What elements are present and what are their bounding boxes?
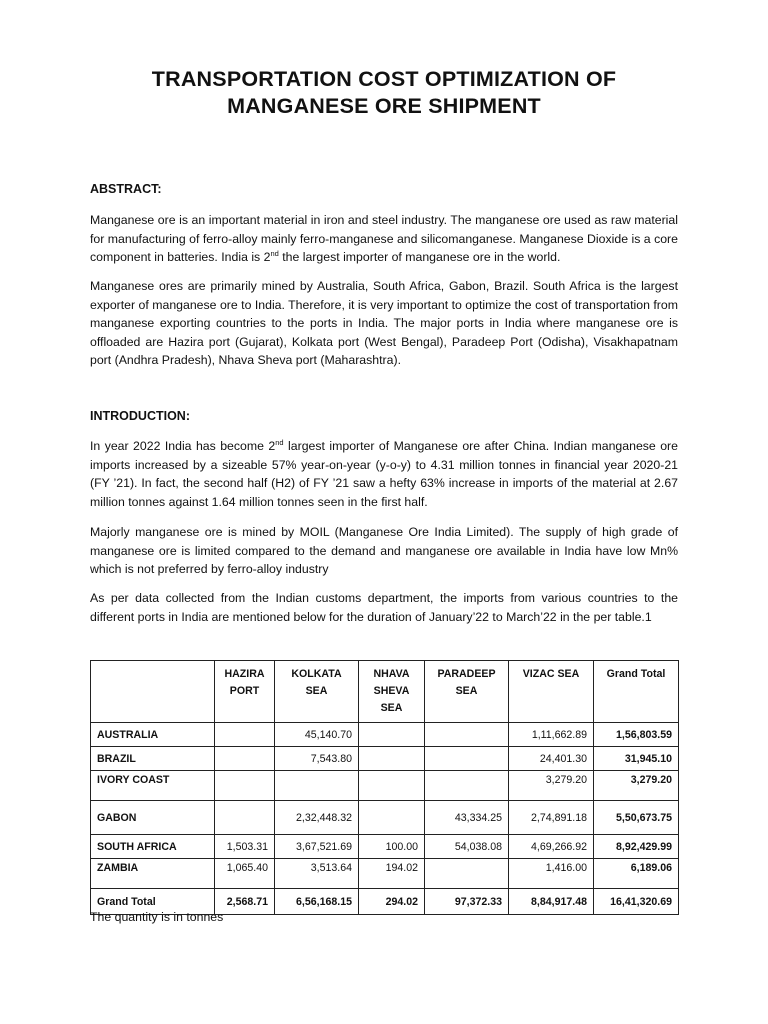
- table-row: [91, 723, 679, 747]
- cell-nhava: [359, 723, 425, 747]
- cell-kolkata: 45,140.70: [275, 723, 359, 747]
- cell-kolkata: 2,32,448.32: [275, 801, 359, 835]
- introduction-paragraph-1: [90, 437, 678, 511]
- title-line-1: TRANSPORTATION COST OPTIMIZATION OF: [151, 67, 617, 91]
- imports-table: [90, 660, 679, 915]
- cell-total: 6,189.06: [594, 859, 679, 889]
- introduction-heading: INTRODUCTION:: [90, 409, 190, 423]
- header-hazira-line-2: PORT: [229, 685, 260, 697]
- cell-paradeep: 97,372.33: [425, 889, 509, 915]
- document-title: [90, 66, 678, 120]
- header-country: [91, 661, 215, 723]
- cell-total: 16,41,320.69: [594, 889, 679, 915]
- cell-grand-total-label: Grand Total: [91, 889, 215, 915]
- cell-nhava: [359, 801, 425, 835]
- cell-kolkata: 7,543.80: [275, 747, 359, 771]
- cell-paradeep: 54,038.08: [425, 835, 509, 859]
- cell-nhava: [359, 771, 425, 801]
- cell-paradeep: [425, 747, 509, 771]
- abstract-p1-text-a: Manganese ore is an important material in iron and steel industry. The manganese ore used as raw material for manufacturing of ferro-alloy mainly ferro-manganese and silicomanganese. Manganese Dioxide is a core component in batteries. India is 2: [90, 213, 678, 265]
- header-kolkata: KOLKATA SEA: [275, 661, 359, 723]
- cell-vizac: 8,84,917.48: [509, 889, 594, 915]
- cell-vizac: 24,401.30: [509, 747, 594, 771]
- cell-hazira: 1,503.31: [215, 835, 275, 859]
- cell-hazira: 2,568.71: [215, 889, 275, 915]
- header-nhava-line-2: SHEVA: [373, 685, 410, 697]
- cell-hazira: [215, 801, 275, 835]
- cell-vizac: 3,279.20: [509, 771, 594, 801]
- table-row: [91, 801, 679, 835]
- cell-nhava: [359, 747, 425, 771]
- cell-kolkata: 3,67,521.69: [275, 835, 359, 859]
- table-header-row: [91, 661, 679, 723]
- cell-hazira: [215, 747, 275, 771]
- abstract-p1-superscript: nd: [270, 249, 279, 259]
- header-nhava-line-1: NHAVA: [373, 668, 410, 680]
- header-grand-total: Grand Total: [594, 661, 679, 723]
- cell-hazira: [215, 771, 275, 801]
- cell-total: 8,92,429.99: [594, 835, 679, 859]
- introduction-paragraph-2: Majorly manganese ore is mined by MOIL (Manganese Ore India Limited). The supply of high grade of manganese ore is limited compared to the demand and manganese ore available in India have low Mn% which is not preferred by ferro-alloy industry: [90, 525, 678, 577]
- abstract-paragraph-2: Manganese ores are primarily mined by Australia, South Africa, Gabon, Brazil. South Africa is the largest exporter of manganese ore to India. Therefore, it is very important to optimize the cost of transportation from manganese exporting countries to the ports in India. The major ports in India where manganese ore is offloaded are Hazira port (Gujarat), Kolkata port (West Bengal), Paradeep Port (Odisha), Visakhapatnam port (Andhra Pradesh), Nhava Sheva port (Maharashtra).: [90, 279, 678, 368]
- cell-nhava: 100.00: [359, 835, 425, 859]
- table-row: [91, 835, 679, 859]
- cell-vizac: 2,74,891.18: [509, 801, 594, 835]
- cell-kolkata: [275, 771, 359, 801]
- cell-total: 3,279.20: [594, 771, 679, 801]
- header-nhava-sheva: [359, 661, 425, 723]
- cell-country: AUSTRALIA: [91, 723, 215, 747]
- cell-hazira: [215, 723, 275, 747]
- intro-p1-text-a: In year 2022 India has become 2: [90, 439, 276, 453]
- header-paradeep: [425, 661, 509, 723]
- header-hazira: [215, 661, 275, 723]
- abstract-p1-text-b: the largest importer of manganese ore in the world.: [278, 250, 561, 265]
- cell-country: IVORY COAST: [91, 771, 215, 801]
- cell-total: 5,50,673.75: [594, 801, 679, 835]
- cell-vizac: 4,69,266.92: [509, 835, 594, 859]
- table-row: [91, 859, 679, 889]
- intro-p1-superscript: nd: [275, 437, 284, 447]
- cell-country: ZAMBIA: [91, 859, 215, 889]
- intro-p1-text-b: largest importer of Manganese ore after China. Indian manganese ore imports increased by a sizeable 57% year-on-year (y-o-y) to 4.31 million tonnes in financial year 2020-21 (FY ’21). In fact, the second half (H2) of FY ’21 saw a hefty 63% increase in imports of the material at 2.67 million tonnes against 1.64 million tonnes seen in the first half.: [90, 439, 678, 509]
- header-paradeep-line-2: SEA: [455, 685, 478, 697]
- abstract-paragraph-1: [90, 211, 678, 267]
- abstract-heading: ABSTRACT:: [90, 182, 162, 196]
- cell-nhava: 194.02: [359, 859, 425, 889]
- cell-total: 31,945.10: [594, 747, 679, 771]
- cell-paradeep: [425, 771, 509, 801]
- header-vizac: VIZAC SEA: [509, 661, 594, 723]
- cell-paradeep: [425, 859, 509, 889]
- cell-total: 1,56,803.59: [594, 723, 679, 747]
- cell-country: GABON: [91, 801, 215, 835]
- cell-paradeep: 43,334.25: [425, 801, 509, 835]
- cell-nhava: 294.02: [359, 889, 425, 915]
- cell-kolkata: 3,513.64: [275, 859, 359, 889]
- cell-vizac: 1,416.00: [509, 859, 594, 889]
- introduction-paragraph-3: As per data collected from the Indian customs department, the imports from various countries to the different ports in India are mentioned below for the duration of January’22 to March’22 in the per table.1: [90, 591, 678, 624]
- table-row: [91, 747, 679, 771]
- cell-country: SOUTH AFRICA: [91, 835, 215, 859]
- header-paradeep-line-1: PARADEEP: [437, 668, 496, 680]
- header-nhava-line-3: SEA: [380, 702, 403, 714]
- cell-country: BRAZIL: [91, 747, 215, 771]
- header-hazira-line-1: HAZIRA: [224, 668, 265, 680]
- cell-kolkata: 6,56,168.15: [275, 889, 359, 915]
- table-row: [91, 771, 679, 801]
- cell-hazira: 1,065.40: [215, 859, 275, 889]
- cell-paradeep: [425, 723, 509, 747]
- cell-vizac: 1,11,662.89: [509, 723, 594, 747]
- title-line-2: MANGANESE ORE SHIPMENT: [227, 94, 541, 118]
- table-footnote: The quantity is in tonnes: [90, 910, 224, 924]
